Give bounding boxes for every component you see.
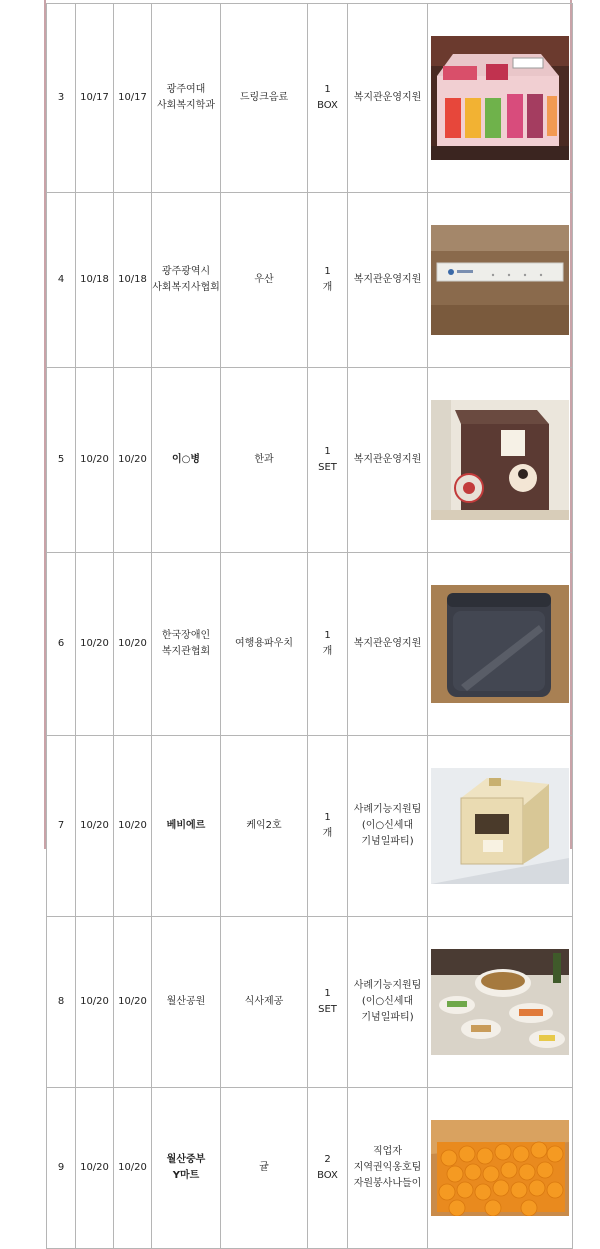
pouch-photo [431, 569, 569, 719]
item-name: 귤 [221, 1088, 308, 1249]
use-date: 10/17 [114, 4, 152, 193]
use-date: 10/20 [114, 553, 152, 736]
receipt-date: 10/20 [76, 1088, 114, 1249]
usage: 복지관운영지원 [348, 4, 428, 193]
photo-cell [428, 193, 573, 368]
table-row [47, 917, 573, 1088]
donor-name: 월산중부 Y마트 [152, 1088, 221, 1249]
use-date: 10/18 [114, 193, 152, 368]
receipt-date: 10/20 [76, 736, 114, 917]
quantity: 1 개 [308, 193, 348, 368]
receipt-date: 10/17 [76, 4, 114, 193]
receipt-date: 10/20 [76, 917, 114, 1088]
quantity: 1 BOX [308, 4, 348, 193]
item-name: 드링크음료 [221, 4, 308, 193]
photo-cell [428, 917, 573, 1088]
row-number: 4 [47, 193, 76, 368]
use-date: 10/20 [114, 917, 152, 1088]
row-number: 5 [47, 368, 76, 553]
row-number: 3 [47, 4, 76, 193]
photo-cell [428, 1088, 573, 1249]
donor-name: 광주광역시 사회복지사협회 [152, 193, 221, 368]
row-number: 6 [47, 553, 76, 736]
photo-cell [428, 736, 573, 917]
hangwa-box-photo [431, 384, 569, 536]
row-number: 9 [47, 1088, 76, 1249]
photo-cell [428, 553, 573, 736]
table-row [47, 736, 573, 917]
donation-table [46, 3, 573, 1249]
item-name: 한과 [221, 368, 308, 553]
donor-name: 이○병 [152, 368, 221, 553]
meal-photo [431, 933, 569, 1071]
usage: 사례기능지원팀 (이○신세대 기념일파티) [348, 736, 428, 917]
item-name: 케익2호 [221, 736, 308, 917]
item-name: 우산 [221, 193, 308, 368]
quantity: 1 SET [308, 368, 348, 553]
table-row [47, 4, 573, 193]
usage: 사례기능지원팀 (이○신세대 기념일파티) [348, 917, 428, 1088]
quantity: 1 개 [308, 553, 348, 736]
umbrella-photo [431, 209, 569, 351]
receipt-date: 10/20 [76, 553, 114, 736]
table-row [47, 193, 573, 368]
tangerine-box-photo [431, 1104, 569, 1232]
donor-name: 월산공원 [152, 917, 221, 1088]
quantity: 1 SET [308, 917, 348, 1088]
donor-name: 한국장애인 복지관협회 [152, 553, 221, 736]
table-row [47, 1088, 573, 1249]
use-date: 10/20 [114, 1088, 152, 1249]
photo-cell [428, 368, 573, 553]
item-name: 식사제공 [221, 917, 308, 1088]
table-row [47, 368, 573, 553]
donor-name: 베비에르 [152, 736, 221, 917]
donor-name: 광주여대 사회복지학과 [152, 4, 221, 193]
usage: 직업자 지역권익옹호팀 자원봉사나들이 [348, 1088, 428, 1249]
usage: 복지관운영지원 [348, 368, 428, 553]
row-number: 8 [47, 917, 76, 1088]
cake-box-photo [431, 752, 569, 900]
item-name: 여행용파우치 [221, 553, 308, 736]
table-row [47, 553, 573, 736]
receipt-date: 10/20 [76, 368, 114, 553]
quantity: 1 개 [308, 736, 348, 917]
usage: 복지관운영지원 [348, 193, 428, 368]
photo-cell [428, 4, 573, 193]
use-date: 10/20 [114, 736, 152, 917]
usage: 복지관운영지원 [348, 553, 428, 736]
drink-box-photo [431, 20, 569, 176]
quantity: 2 BOX [308, 1088, 348, 1249]
receipt-date: 10/18 [76, 193, 114, 368]
use-date: 10/20 [114, 368, 152, 553]
row-number: 7 [47, 736, 76, 917]
